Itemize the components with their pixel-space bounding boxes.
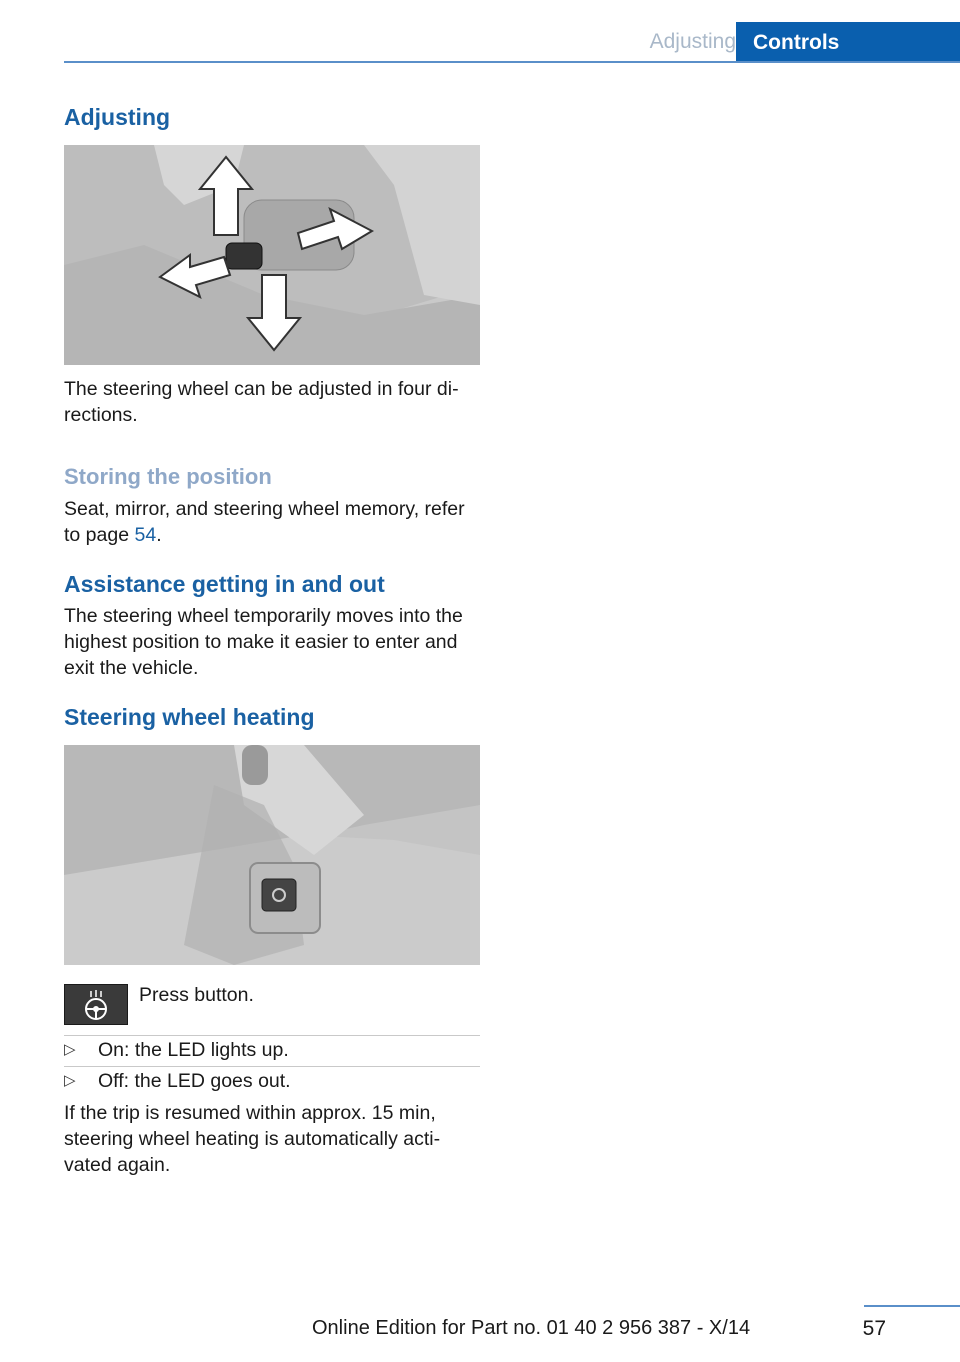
heading-storing-position: Storing the position xyxy=(64,464,272,489)
page-54-link[interactable]: 54 xyxy=(134,524,157,546)
footer-edition: Online Edition for Part no. 01 40 2 956 387 - X/14 xyxy=(312,1317,751,1339)
press-button-text: Press button. xyxy=(139,984,254,1006)
adjusting-body-line1: The steering wheel can be adjusted in four di‐ xyxy=(64,378,459,400)
storing-body-line1: Seat, mirror, and steering wheel memory, refer xyxy=(64,498,465,520)
steering-column-adjust-illustration xyxy=(64,145,480,365)
divider xyxy=(64,1066,480,1067)
bullet-triangle-icon: ▷ xyxy=(64,1072,76,1089)
steering-wheel-heating-button-icon xyxy=(64,984,128,1025)
storing-body-suffix: . xyxy=(156,524,162,546)
assistance-body-line3: exit the vehicle. xyxy=(64,657,199,679)
heating-body-line2: steering wheel heating is automatically acti‐ xyxy=(64,1128,441,1150)
heading-assistance: Assistance getting in and out xyxy=(64,571,385,597)
storing-body-line2 xyxy=(64,522,484,548)
divider xyxy=(64,1035,480,1036)
header-section-title: Adjusting xyxy=(649,30,736,53)
adjusting-body-line2: rections. xyxy=(64,404,138,426)
header-rule xyxy=(64,61,960,63)
heating-body-line3: vated again. xyxy=(64,1154,171,1176)
heading-adjusting: Adjusting xyxy=(64,104,171,130)
assistance-body-line2: highest position to make it easier to enter and xyxy=(64,631,458,653)
heading-steering-wheel-heating: Steering wheel heating xyxy=(64,704,315,730)
assistance-body-line1: The steering wheel temporarily moves into the xyxy=(64,605,463,627)
page-number: 57 xyxy=(862,1317,886,1340)
heating-body-line1: If the trip is resumed within approx. 15 min, xyxy=(64,1102,436,1124)
header-chapter-tab[interactable]: Controls xyxy=(736,22,960,63)
footer-rule xyxy=(864,1305,960,1307)
bullet-off-text: Off: the LED goes out. xyxy=(98,1070,291,1092)
heating-button-illustration xyxy=(64,745,480,965)
bullet-on-text: On: the LED lights up. xyxy=(98,1039,289,1061)
adjust-arrows-illustration xyxy=(64,145,480,365)
bullet-triangle-icon: ▷ xyxy=(64,1041,76,1058)
steering-column-heating-illustration xyxy=(64,745,480,965)
storing-body-prefix: to page xyxy=(64,524,135,546)
